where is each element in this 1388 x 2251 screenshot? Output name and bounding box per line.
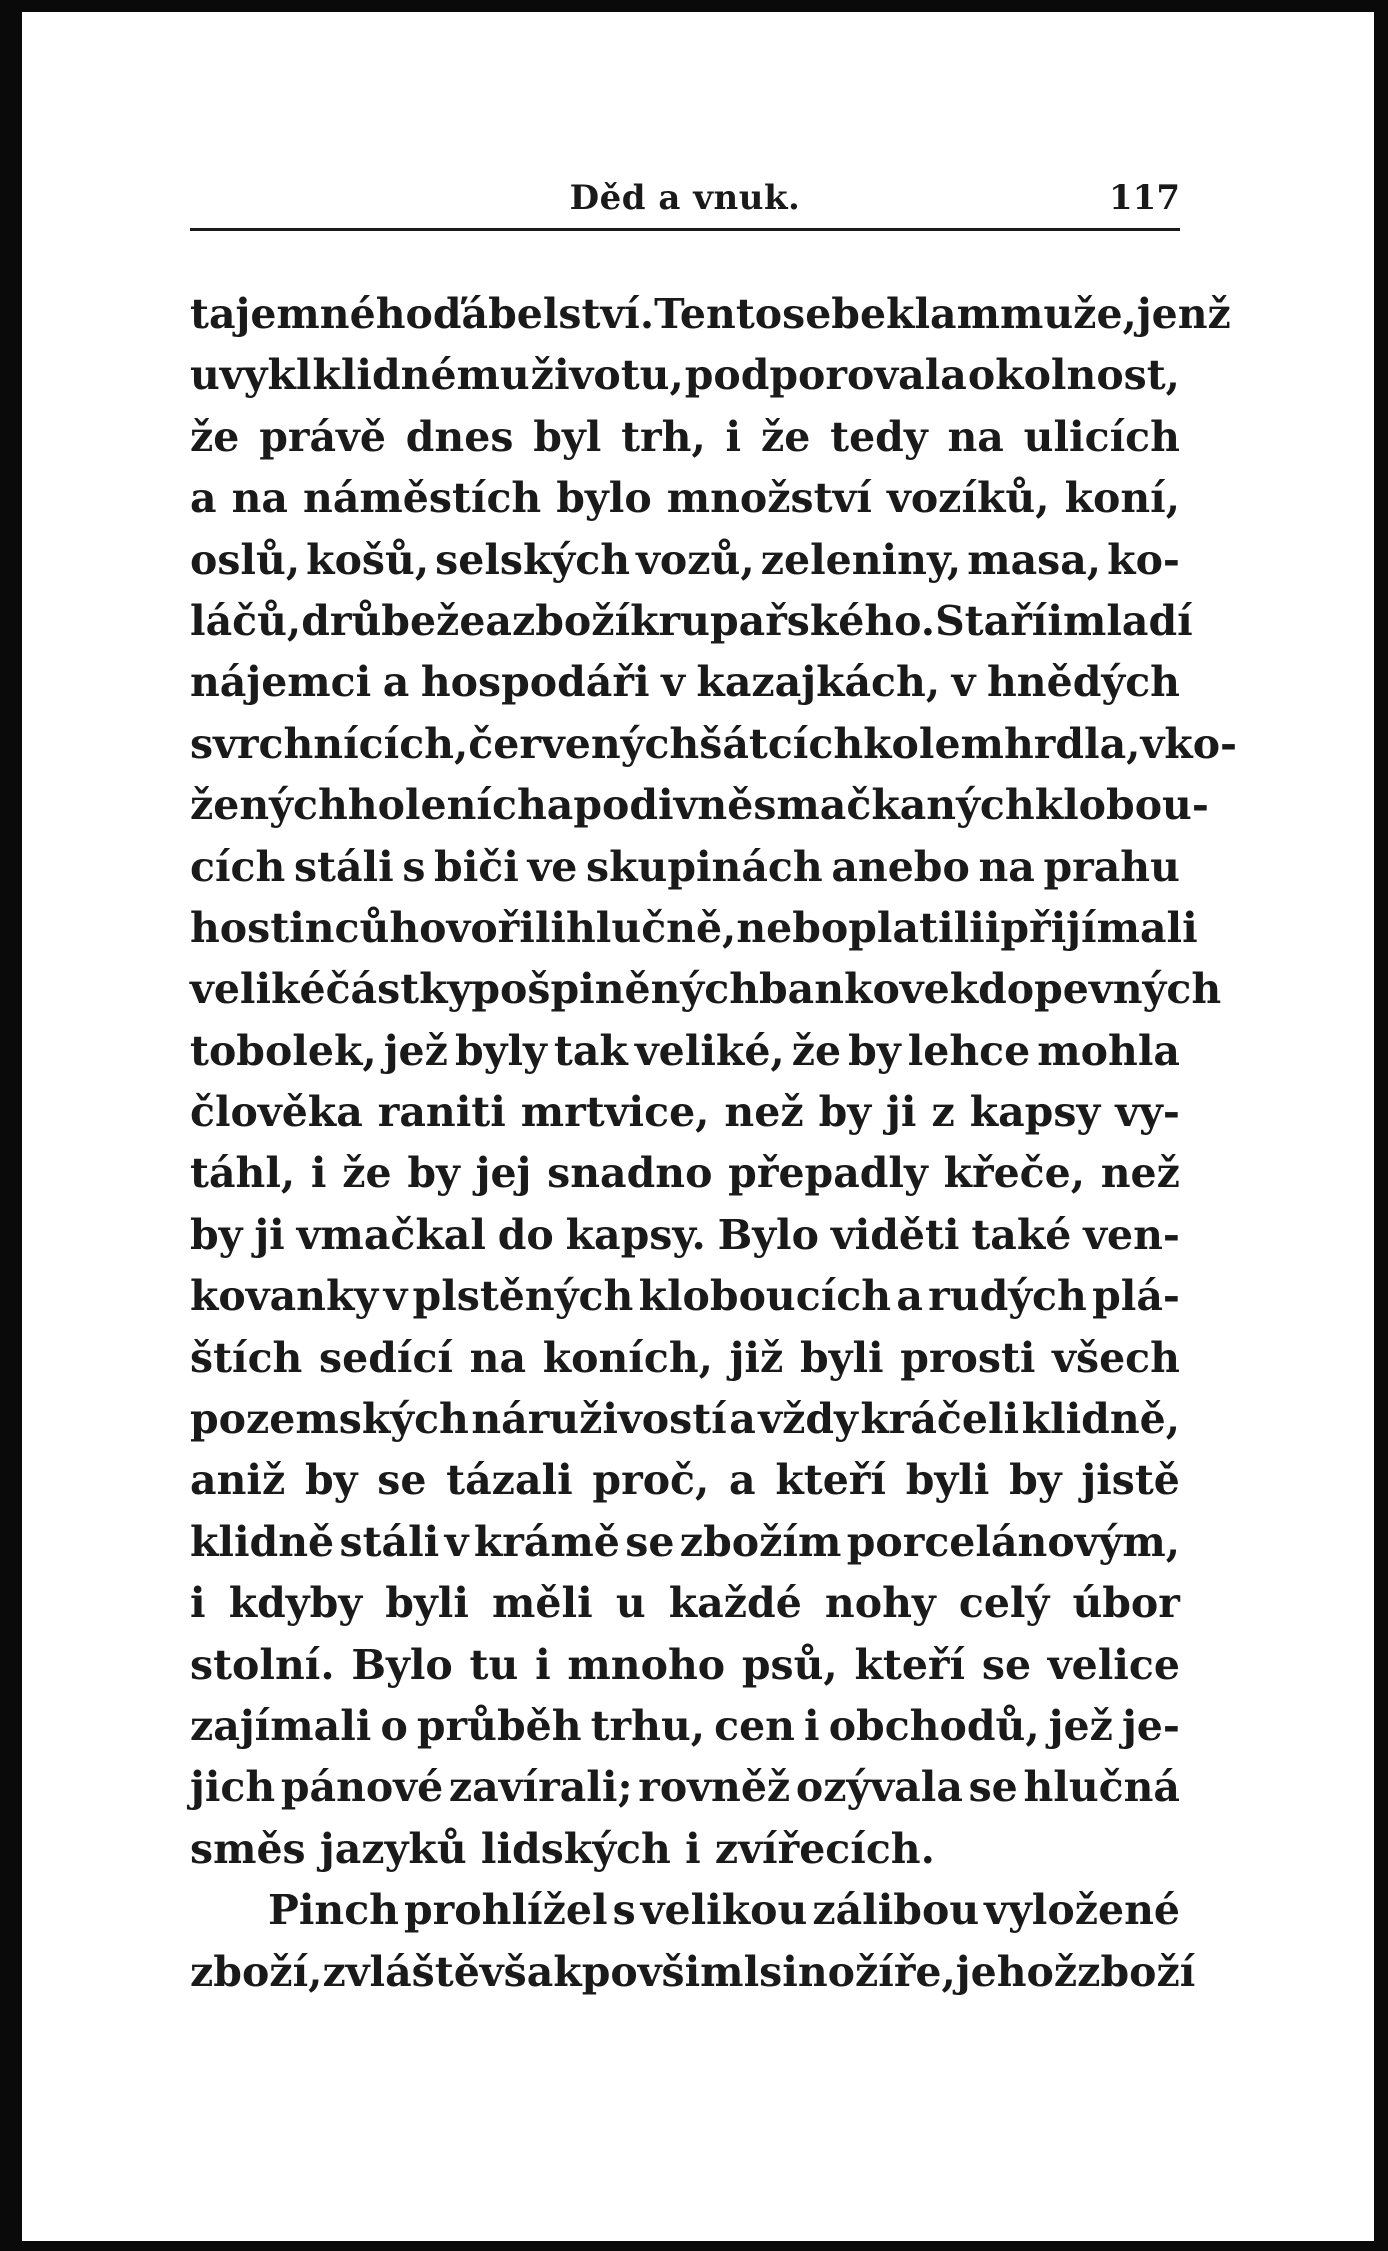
word: aniž [190,1456,286,1505]
word: jež [1048,1701,1113,1750]
word: tajemného [190,290,433,338]
word: viděti [830,1210,960,1259]
text-line [190,1266,1180,1327]
word: a [546,781,574,830]
word: v [383,1272,408,1321]
word: červených [468,719,700,768]
word: smačkaných [753,781,1035,830]
text-line [190,837,1180,898]
word: na [947,412,1004,461]
word: povšiml [581,1947,760,1996]
word: se [981,1640,1032,1689]
word: a [382,658,410,707]
word: jehož [955,1947,1078,1996]
word: nohy [824,1579,936,1628]
text-line [190,345,1180,406]
word: nájemci [190,658,372,707]
word: byli [799,1333,884,1382]
word: veliké [190,965,326,1014]
word: ve [527,842,578,891]
word: podivně [573,781,754,830]
word: pánové [280,1763,444,1812]
word: Bylo [717,1210,819,1259]
word: velikou [640,1886,808,1935]
word: rudých [928,1272,1087,1321]
word: stáli [293,842,394,891]
word: jež [383,1026,448,1075]
text-line [190,1942,1196,2003]
text-line [190,1328,1180,1389]
page-number: 117 [1109,178,1180,218]
word: svrchnících, [190,719,469,768]
word: křeče, [943,1149,1085,1198]
word: by [304,1456,358,1505]
text-line [190,1143,1180,1204]
word: snadno [547,1149,713,1198]
word: a [729,1456,756,1505]
word: každé [668,1579,802,1628]
word: pevných [1034,965,1222,1014]
text-line [190,1512,1180,1573]
word: jej [475,1149,532,1198]
word: že [760,412,811,461]
word: stolní. [190,1640,335,1689]
word: množství [666,474,872,523]
word: i [725,412,742,461]
word: celý [958,1579,1050,1628]
word: s [612,1886,636,1935]
book-page [190,170,1238,2003]
word: kteří [854,1640,966,1689]
word: v [444,1517,469,1566]
word: kdyby [228,1579,363,1628]
word: ven- [1083,1210,1180,1259]
word: a [190,474,217,523]
word: by [1009,1456,1062,1505]
text-line [190,284,1231,345]
word: trhu, [590,1701,706,1750]
word: kapsy. [565,1210,706,1259]
word: mladí [1062,596,1193,645]
scan-border-left [0,0,22,2251]
word: jich [190,1763,276,1812]
paragraph-first-line [190,1880,1180,1941]
text-line [190,714,1238,775]
word: obchodů, [828,1701,1040,1750]
word: platili [848,903,985,952]
word: hlučná [1023,1763,1180,1812]
word: tobolek, [190,1026,377,1075]
word: že [190,412,240,461]
word: již [729,1333,784,1382]
word: hospodáři [420,658,650,707]
word: klobou- [1034,781,1209,830]
word: velice [1047,1640,1180,1689]
word: láčů, [190,596,302,645]
word: koní, [1064,474,1180,523]
body-text [190,284,1238,2003]
text-line [190,898,1198,959]
word: žených [190,781,348,830]
word: právě [259,412,386,461]
word: byly [454,1026,547,1075]
word: masa, [967,535,1102,584]
running-title: Děd a vnuk. [569,178,801,218]
word: selských [435,535,631,584]
word: i [1047,596,1063,645]
word: ji [254,1210,285,1259]
word: kteří [775,1456,886,1505]
word: mohla [1037,1026,1180,1075]
word: skupinách [586,842,823,891]
word: a [485,596,512,645]
word: náměstích [303,474,542,523]
word: v [1140,719,1165,768]
text-line [190,1205,1180,1266]
word: na [231,474,288,523]
text-line-content: směs jazyků lidských i zvířecích. [190,1824,935,1873]
word: by [848,1026,901,1075]
word: hostinců [190,903,390,952]
word: vozů, [636,535,755,584]
word: ko- [1164,719,1238,768]
word: zboží, [190,1947,323,1996]
word: biči [434,842,519,891]
word: bylo [556,474,652,523]
text-line [190,775,1209,836]
text-line [190,1450,1180,1511]
word: cen [714,1701,795,1750]
word: že [791,1026,842,1075]
word: táhl, [190,1149,296,1198]
word: i [984,903,1001,952]
word: kazajkách, [696,658,941,707]
word: tázali [446,1456,573,1505]
word: ko- [1107,535,1180,584]
word: hnědých [987,658,1180,707]
word: o [380,1701,408,1750]
word: vyložené [984,1886,1180,1935]
word: sedící [319,1333,453,1382]
text-line [190,1021,1180,1082]
word: by [818,1088,872,1137]
word: holeních [347,781,547,830]
word: zboží [1077,1947,1196,1996]
word: byli [905,1456,990,1505]
word: proč, [592,1456,710,1505]
word: oslů, [190,535,301,584]
word: než [724,1088,804,1137]
paragraph-last-line [190,1819,1180,1880]
word: stáli [339,1517,440,1566]
text-line [190,1082,1180,1143]
scan-border-bottom [0,2241,1388,2251]
word: zeleniny, [760,535,962,584]
word: tedy [830,412,928,461]
word: ozývala [795,1763,963,1812]
word: si [759,1947,798,1996]
word: všech [1052,1333,1180,1382]
word: rovněž [638,1763,791,1812]
word: hrdla, [1003,719,1141,768]
word: byl [533,412,602,461]
word: vždy [758,1395,858,1444]
word: se [625,1517,675,1566]
word: košů, [306,535,430,584]
text-line [190,1696,1180,1757]
word: klidně, [1021,1395,1180,1444]
word: v [661,658,685,707]
word: veliké, [634,1026,785,1075]
word: muže, [999,290,1137,338]
word: šátcích [699,719,864,768]
word: klidně [190,1517,335,1566]
word: zboží [511,596,631,645]
word: ji [886,1088,917,1137]
text-line [190,468,1180,529]
text-line [190,1635,1180,1696]
word: z [931,1088,955,1137]
page-header [190,170,1180,231]
scan-border-right [1374,0,1388,2251]
word: koních, [542,1333,713,1382]
word: u [615,1579,646,1628]
word: zálibou [812,1886,980,1935]
word: vozíků, [887,474,1050,523]
word: Staří [935,596,1048,645]
word: zavírali; [448,1763,633,1812]
word: životu, [530,351,684,400]
text-line [190,1757,1180,1818]
scan-border-top [0,0,1388,12]
word: jenž [1136,290,1231,338]
word: porcelánovým, [846,1517,1180,1566]
word: trh, [621,412,706,461]
word: prahu [1043,842,1180,891]
word: mrtvice, [520,1088,710,1137]
word: se [968,1763,1018,1812]
word: člověka [190,1088,363,1137]
word: úbor [1072,1579,1180,1628]
word: klidnému [312,351,530,400]
word: zvláště [322,1947,480,1996]
word: i [310,1149,327,1198]
word: raniti [377,1088,506,1137]
word: nožíře, [797,1947,956,1996]
word: zbožím [679,1517,842,1566]
text-line [190,530,1180,591]
text-line [190,959,1222,1020]
word: podporovala [684,351,967,400]
text-line [190,407,1180,468]
word: kráčeli [860,1395,1020,1444]
text-line [190,1389,1180,1450]
word: Tento [654,290,783,338]
word: Pinch [268,1886,399,1935]
word: jistě [1081,1456,1180,1505]
word: tak [553,1026,628,1075]
word: ulicích [1023,412,1180,461]
word: i [535,1640,551,1689]
word: kolem [863,719,1004,768]
word: také [971,1210,1072,1259]
word: by [407,1149,460,1198]
word: s [402,842,426,891]
word: v [951,658,976,707]
word: však [479,1947,582,1996]
word: je- [1121,1701,1180,1750]
word: lehce [907,1026,1031,1075]
word: pošpiněných [471,965,759,1014]
word: byli [385,1579,469,1628]
word: mnoho [567,1640,726,1689]
word: cích [190,842,286,891]
word: přijímali [1000,903,1198,952]
word: krupařského. [630,596,936,645]
word: vmačkal [296,1210,486,1259]
word: štích [190,1333,303,1382]
word: do [978,965,1035,1014]
word: prohlížel [404,1886,608,1935]
text-line [190,1573,1180,1634]
word: i [190,1579,206,1628]
word: pozemských [190,1395,469,1444]
word: nebo [736,903,849,952]
word: hlučně, [566,903,737,952]
word: a [896,1272,923,1321]
word: plstěných [412,1272,634,1321]
word: drůbeže [301,596,486,645]
word: dnes [405,412,514,461]
word: ďábelství. [432,290,655,338]
word: okolnost, [967,351,1180,400]
word: uvykl [190,351,312,400]
word: částky [325,965,472,1014]
word: a [729,1395,756,1444]
word: přepadly [728,1149,928,1198]
word: anebo [831,842,970,891]
word: Bylo [351,1640,453,1689]
word: psů, [741,1640,838,1689]
word: kapsy [969,1088,1101,1137]
word: kovanky [190,1272,379,1321]
word: zajímali [190,1701,372,1750]
word: sebeklam [782,290,1000,338]
word: do [497,1210,554,1259]
word: se [377,1456,427,1505]
word: než [1100,1149,1180,1198]
word: bankovek [759,965,979,1014]
text-line [190,652,1180,713]
word: hovořili [389,903,566,952]
word: že [342,1149,392,1198]
word: i [804,1701,820,1750]
word: plá- [1092,1272,1180,1321]
text-line [190,591,1193,652]
word: by [190,1210,243,1259]
word: na [469,1333,527,1382]
word: vy- [1115,1088,1180,1137]
word: prosti [900,1333,1036,1382]
word: náruživostí [471,1395,727,1444]
word: na [978,842,1035,891]
word: průběh [416,1701,582,1750]
word: měli [492,1579,593,1628]
word: tu [469,1640,519,1689]
word: kloboucích [638,1272,892,1321]
word: krámě [473,1517,620,1566]
